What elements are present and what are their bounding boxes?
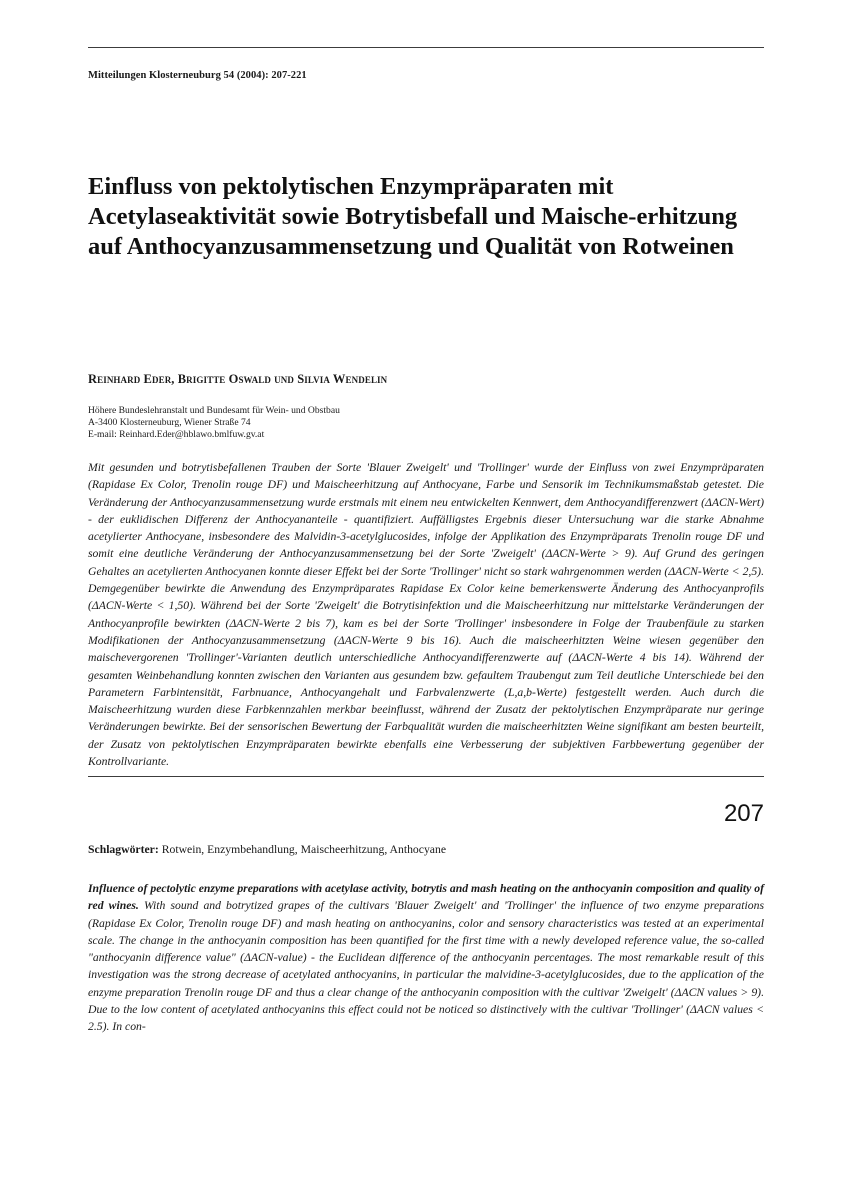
- keywords-text: Rotwein, Enzymbehandlung, Maischeerhitzung, Anthocyane: [161, 843, 447, 856]
- footer-rule: [88, 776, 764, 777]
- affiliation-email: E-mail: Reinhard.Eder@hblawo.bmlfuw.gv.at: [88, 429, 265, 440]
- article-title: Einfluss von pektolytischen Enzympräparaten mit Acetylaseaktivität sowie Botrytisbefall und Maische-erhitzung auf Anthocyanzusammensetzung und Qualität von Rotweinen: [88, 173, 738, 260]
- affiliation-block: [88, 405, 340, 441]
- affiliation-address: A-3400 Klosterneuburg, Wiener Straße 74: [88, 417, 251, 428]
- keywords-line: [88, 843, 446, 856]
- abstract-english: [88, 880, 764, 1036]
- journal-citation: Mitteilungen Klosterneuburg 54 (2004): 207-221: [88, 70, 307, 81]
- author-list: Reinhard Eder, Brigitte Oswald und Silvia Wendelin: [88, 372, 388, 386]
- abstract-english-text: With sound and botrytized grapes of the cultivars 'Blauer Zweigelt' and 'Trollinger' the influence of two enzyme preparations (Rapidase Ex Color, Trenolin rouge DF) and mash heating on anthocyanins, color and sensory characteristics was tested at an experimental scale. The change in the anthocyanin composition has been quantified for the first time with a newly developed reference value, the so-called "anthocyanin difference value" (ΔACN-value) - the Euclidean difference of the anthocyanin percentages. The most remarkable result of this investigation was the strong decrease of acetylated anthocyanins, in particular the malvidine-3-acetylglucosides, due to the application of the enzyme preparation Trenolin rouge DF and thus a clear change of the anthocyanin composition with the cultivar 'Zweigelt' (ΔACN values > 9). Due to the low content of acetylated anthocyanins this effect could not be noticed so distinctively with the cultivar 'Trollinger' (ΔACN values < 2.5). In con-: [88, 899, 764, 1034]
- keywords-label: Schlagwörter:: [88, 843, 159, 856]
- header-rule: [88, 47, 764, 48]
- abstract-english-title: Influence of pectolytic enzyme preparations with acetylase activity, botrytis and mash heating on the anthocyanin composition and quality of red wines.: [88, 882, 764, 913]
- affiliation-institution: Höhere Bundeslehranstalt und Bundesamt für Wein- und Obstbau: [88, 405, 340, 416]
- page-number: 207: [723, 800, 764, 827]
- abstract-german: Mit gesunden und botrytisbefallenen Trauben der Sorte 'Blauer Zweigelt' und 'Trollinger' wurde der Einfluss von zwei Enzympräparaten (Rapidase Ex Color, Trenolin rouge DF) und Maischeerhitzung auf Anthocyane, Farbe und Sensorik im Technikumsmaßstab getestet. Die Veränderung der Anthocyanzusammensetzung wurde erstmals mit einem neu entwickelten Kennwert, dem Anthocyandifferenzwert (ΔACN-Wert) - der euklidischen Differenz der Anthocyananteile - quantifiziert. Auffälligstes Ergebnis dieser Untersuchung war die starke Abnahme acetylierter Anthocyane, insbesondere des Malvidin-3-acetylglucosides, infolge der Applikation des Enzympräparats Trenolin rouge DF und somit eine deutliche Veränderung der Anthocyanzusammensetzung bei der Sorte 'Zweigelt' (ΔACN-Werte > 9). Auf Grund des geringen Gehaltes an acetylierten Anthocyanen konnte dieser Effekt bei der Sorte 'Trollinger' nicht so stark wahrgenommen werden (ΔACN-Werte < 2,5). Demgegenüber bewirkte die Anwendung des Enzympräparates Rapidase Ex Color keine bemerkenswerte Änderung des Anthocyanprofils (ΔACN-Werte < 1,50). Während bei der Sorte 'Zweigelt' die Botrytisinfektion und die Maischeerhitzung nur mittelstarke Veränderungen der Anthocyanprofile bewirkten (ΔACN-Werte 2 bis 7), kam es bei der Sorte 'Trollinger' insbesondere in Folge der Traubenfäule zu starken Modifikationen der Anthocyanzusammensetzung (ΔACN-Werte 9 bis 16). Auch die maischeerhitzten Weine wiesen gegenüber den maischevergorenen 'Trollinger'-Varianten deutlich unterschiedliche Anthocyandifferenzwerte auf (ΔACN-Werte 4 bis 14). Während der gesamten Weinbehandlung konnten zwischen den Varianten aus gesundem bzw. gefaultem Traubengut zum Teil deutliche Unterschiede bei den Parametern Farbintensität, Farbnuance, Anthocyangehalt und Farbvalenzwerte (L,a,b-Werte) festgestellt werden. Auch durch die Maischeerhitzung wurden diese Farbkennzahlen merkbar beeinflusst, während der Zusatz der pektolytischen Enzympräparate nur geringe Veränderungen bewirkte. Bei der sensorischen Bewertung der Farbqualität wurden die maischeerhitzten Weine signifikant am besten beurteilt, der Zusatz von pektolytischen Enzympräparaten bewirkte ebenfalls eine Verbesserung der subjektiven Farbbewertung gegenüber der Kontrollvariante.: [88, 461, 764, 769]
